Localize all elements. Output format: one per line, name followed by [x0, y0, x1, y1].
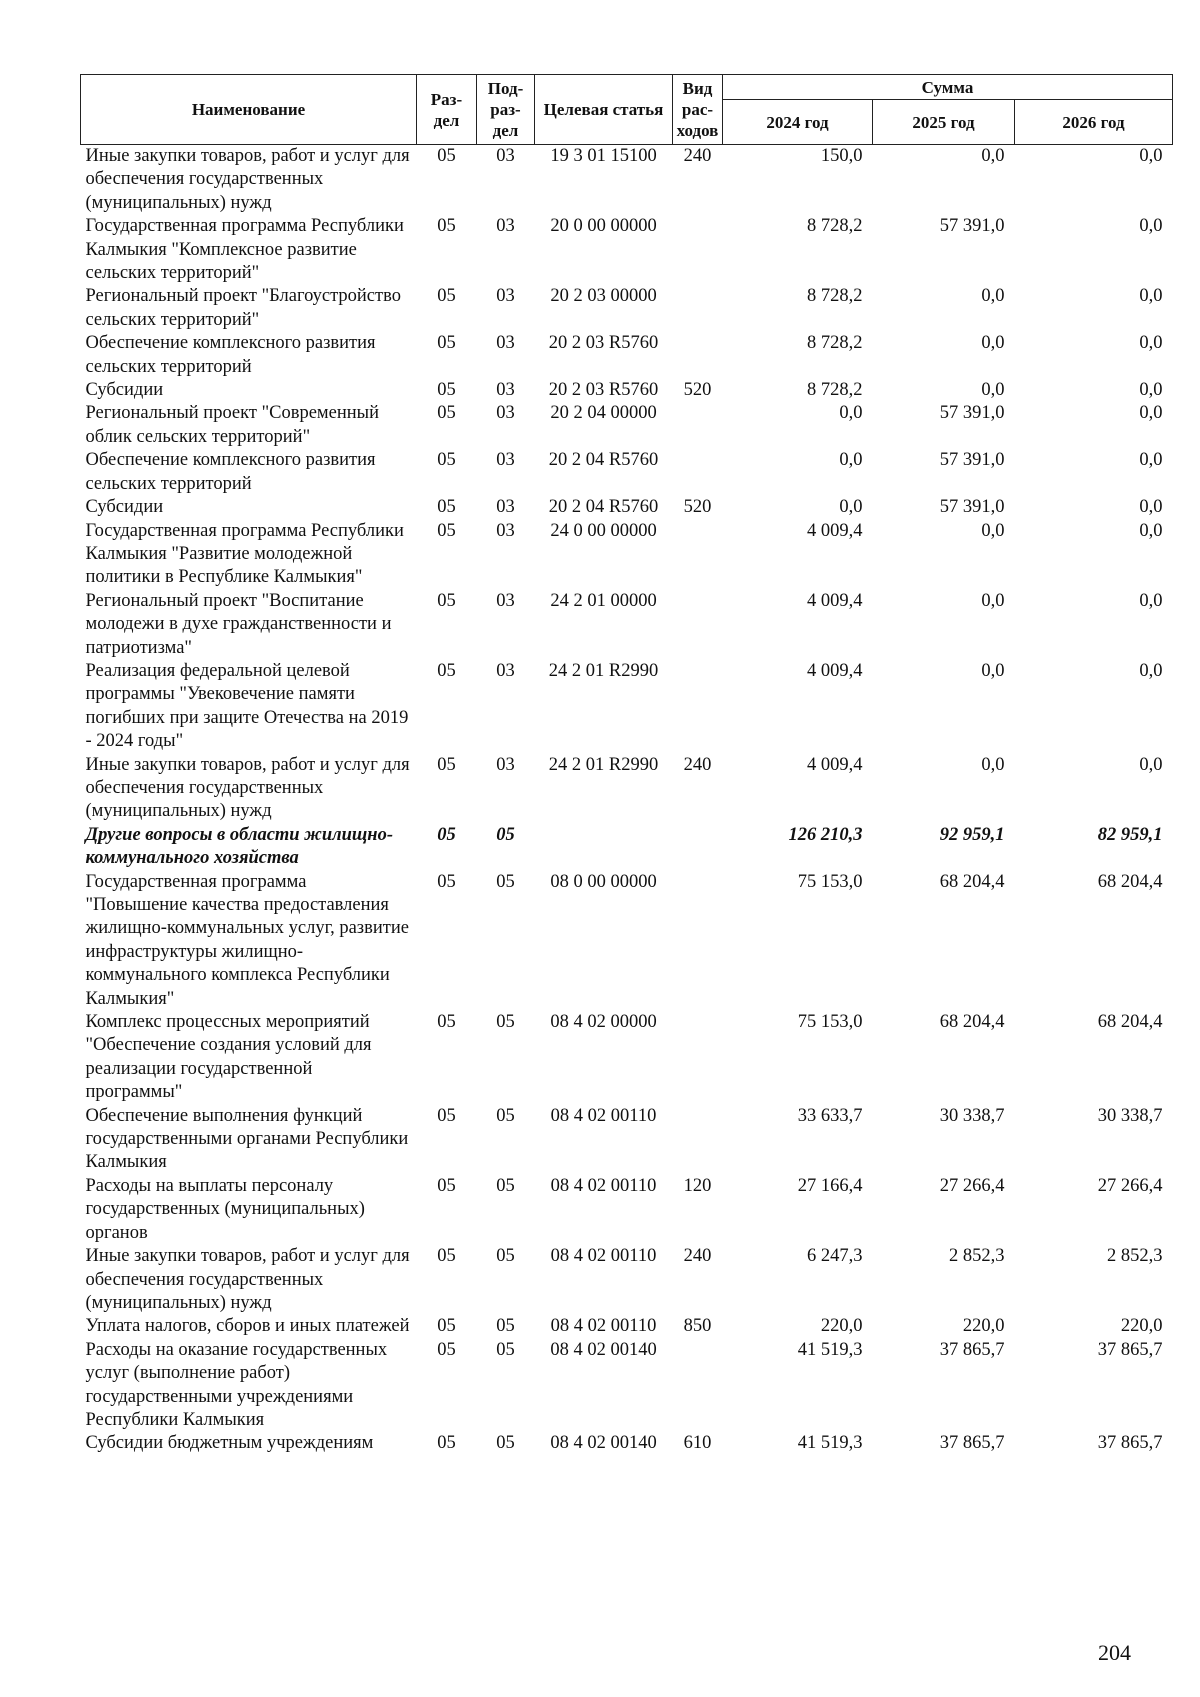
table-row	[81, 1245, 1173, 1315]
cell-razdel: 05	[437, 590, 456, 611]
cell-vid: 240	[683, 754, 712, 775]
cell-podrazdel: 05	[496, 871, 515, 892]
table-row	[81, 1315, 1173, 1338]
cell-target: 20 2 04 00000	[550, 403, 657, 424]
cell-podrazdel: 03	[496, 590, 515, 611]
cell-razdel: 05	[437, 450, 456, 471]
cell-2024: 33 633,7	[797, 1105, 863, 1126]
cell-razdel: 05	[437, 520, 456, 541]
cell-2026: 37 865,7	[1097, 1339, 1163, 1360]
cell-2026: 68 204,4	[1097, 1012, 1163, 1033]
cell-razdel: 05	[437, 403, 456, 424]
cell-razdel: 05	[437, 871, 456, 892]
cell-razdel: 05	[437, 380, 456, 401]
cell-2025: 68 204,4	[939, 1012, 1005, 1033]
cell-2024: 6 247,3	[807, 1246, 863, 1267]
cell-podrazdel: 03	[496, 403, 515, 424]
cell-vid	[673, 285, 723, 332]
cell-2026: 0,0	[1139, 660, 1163, 681]
cell-target: 20 2 03 R5760	[548, 380, 659, 401]
header-2025: 2025 год	[873, 100, 1015, 145]
table-row	[81, 215, 1173, 285]
cell-name: Региональный проект "Воспитание молодежи в духе гражданственности и патриотизма"	[85, 590, 392, 658]
cell-podrazdel: 05	[496, 1316, 515, 1337]
table-row	[81, 145, 1173, 216]
cell-name: Иные закупки товаров, работ и услуг для обеспечения государственных (муниципальных) нужд	[85, 754, 410, 822]
cell-2026: 0,0	[1139, 216, 1163, 237]
cell-2026: 220,0	[1120, 1316, 1163, 1337]
cell-razdel: 05	[437, 1339, 456, 1360]
cell-2025: 37 865,7	[939, 1339, 1005, 1360]
header-podrazdel: Под-раз-дел	[477, 75, 535, 145]
cell-2025: 220,0	[962, 1316, 1005, 1337]
cell-2026: 0,0	[1139, 146, 1163, 166]
cell-2024: 0,0	[839, 403, 863, 424]
cell-target: 08 4 02 00140	[550, 1339, 657, 1360]
cell-razdel: 05	[437, 497, 456, 518]
cell-2026: 30 338,7	[1097, 1105, 1163, 1126]
cell-name: Региональный проект "Благоустройство сельских территорий"	[85, 286, 401, 330]
cell-target: 20 0 00 00000	[550, 216, 657, 237]
cell-target	[535, 824, 673, 871]
table-row	[81, 520, 1173, 590]
cell-name: Расходы на оказание государственных услуг (выполнение работ) государственными учреждениями Республики Калмыкия	[85, 1339, 388, 1430]
cell-podrazdel: 03	[496, 754, 515, 775]
cell-podrazdel: 05	[496, 824, 515, 845]
cell-podrazdel: 03	[496, 380, 515, 401]
cell-2025: 30 338,7	[939, 1105, 1005, 1126]
cell-2025: 57 391,0	[939, 497, 1005, 518]
cell-podrazdel: 03	[496, 146, 515, 166]
cell-vid	[673, 590, 723, 660]
cell-vid	[673, 449, 723, 496]
cell-2025: 0,0	[981, 146, 1005, 166]
cell-name: Государственная программа Республики Калмыкия "Развитие молодежной политики в Республике Калмыкия"	[85, 520, 404, 588]
cell-2025: 57 391,0	[939, 450, 1005, 471]
cell-2026: 0,0	[1139, 286, 1163, 307]
cell-podrazdel: 03	[496, 216, 515, 237]
header-2026: 2026 год	[1015, 100, 1173, 145]
cell-name: Региональный проект "Современный облик сельских территорий"	[85, 403, 379, 447]
cell-name: Обеспечение комплексного развития сельских территорий	[85, 450, 376, 494]
cell-2025: 27 266,4	[939, 1175, 1005, 1196]
cell-vid	[673, 520, 723, 590]
table-row	[81, 402, 1173, 449]
cell-2024: 8 728,2	[807, 333, 863, 354]
cell-vid	[673, 1105, 723, 1175]
cell-target: 08 4 02 00140	[550, 1433, 657, 1454]
cell-2024: 8 728,2	[807, 216, 863, 237]
cell-vid	[673, 332, 723, 379]
cell-2026: 37 865,7	[1097, 1433, 1163, 1454]
cell-razdel: 05	[437, 146, 456, 166]
cell-vid	[673, 1339, 723, 1433]
cell-vid	[673, 824, 723, 871]
cell-2024: 41 519,3	[797, 1339, 863, 1360]
cell-2025: 92 959,1	[939, 824, 1005, 845]
cell-2026: 68 204,4	[1097, 871, 1163, 892]
cell-2024: 4 009,4	[807, 660, 863, 681]
cell-target: 20 2 04 R5760	[548, 450, 659, 471]
cell-2026: 0,0	[1139, 450, 1163, 471]
cell-razdel: 05	[437, 1105, 456, 1126]
cell-2025: 0,0	[981, 520, 1005, 541]
cell-vid: 520	[683, 497, 712, 518]
cell-podrazdel: 03	[496, 333, 515, 354]
table-row	[81, 590, 1173, 660]
cell-podrazdel: 05	[496, 1175, 515, 1196]
cell-target: 08 4 02 00110	[550, 1105, 657, 1126]
cell-target: 20 2 04 R5760	[548, 497, 659, 518]
cell-vid: 610	[683, 1433, 712, 1454]
cell-razdel: 05	[437, 1316, 456, 1337]
cell-target: 20 2 03 R5760	[548, 333, 659, 354]
cell-2024: 27 166,4	[797, 1175, 863, 1196]
cell-target: 08 4 02 00110	[550, 1246, 657, 1267]
cell-name: Обеспечение комплексного развития сельских территорий	[85, 333, 376, 377]
cell-name: Государственная программа Республики Калмыкия "Комплексное развитие сельских территорий"	[85, 216, 404, 284]
cell-name: Субсидии	[85, 380, 164, 401]
cell-2024: 4 009,4	[807, 520, 863, 541]
cell-podrazdel: 05	[496, 1012, 515, 1033]
cell-razdel: 05	[437, 754, 456, 775]
cell-2026: 0,0	[1139, 380, 1163, 401]
table-row	[81, 285, 1173, 332]
cell-2025: 0,0	[981, 590, 1005, 611]
cell-razdel: 05	[437, 824, 456, 845]
table-row	[81, 660, 1173, 754]
cell-2024: 0,0	[839, 450, 863, 471]
cell-name: Субсидии бюджетным учреждениям	[85, 1433, 374, 1454]
cell-2024: 126 210,3	[788, 824, 863, 845]
table-row	[81, 1175, 1173, 1245]
cell-2025: 68 204,4	[939, 871, 1005, 892]
cell-name: Субсидии	[85, 497, 164, 518]
cell-2024: 8 728,2	[807, 380, 863, 401]
cell-name: Государственная программа "Повышение качества предоставления жилищно-коммунальных услуг, развитие инфраструктуры жилищно-коммунального комплекса Республики Калмыкия"	[85, 871, 409, 1009]
cell-2025: 57 391,0	[939, 403, 1005, 424]
cell-target: 08 4 02 00110	[550, 1175, 657, 1196]
cell-razdel: 05	[437, 1433, 456, 1454]
table-header	[81, 75, 1173, 145]
cell-2026: 0,0	[1139, 590, 1163, 611]
cell-2024: 41 519,3	[797, 1433, 863, 1454]
cell-2024: 220,0	[820, 1316, 863, 1337]
cell-target: 24 0 00 00000	[550, 520, 657, 541]
cell-2026: 27 266,4	[1097, 1175, 1163, 1196]
cell-podrazdel: 03	[496, 660, 515, 681]
cell-target: 08 4 02 00000	[550, 1012, 657, 1033]
cell-podrazdel: 05	[496, 1339, 515, 1360]
table-row	[81, 1105, 1173, 1175]
cell-name: Обеспечение выполнения функций государственными органами Республики Калмыкия	[85, 1105, 409, 1173]
table-row	[81, 332, 1173, 379]
cell-name: Реализация федеральной целевой программы "Увековечение памяти погибших при защите Отечества на 2019 - 2024 годы"	[85, 660, 409, 752]
cell-vid: 120	[683, 1175, 712, 1196]
header-sum: Сумма	[723, 75, 1173, 100]
header-razdel: Раз-дел	[417, 75, 477, 145]
header-name: Наименование	[81, 75, 417, 145]
cell-name: Расходы на выплаты персоналу государственных (муниципальных) органов	[85, 1175, 365, 1243]
cell-target: 19 3 01 15100	[550, 146, 657, 166]
cell-2026: 0,0	[1139, 520, 1163, 541]
cell-razdel: 05	[437, 333, 456, 354]
cell-2025: 0,0	[981, 286, 1005, 307]
table-row	[81, 754, 1173, 824]
header-target: Целевая статья	[535, 75, 673, 145]
cell-2024: 75 153,0	[797, 1012, 863, 1033]
cell-2024: 0,0	[839, 497, 863, 518]
cell-2024: 150,0	[820, 146, 863, 166]
cell-name: Иные закупки товаров, работ и услуг для обеспечения государственных (муниципальных) нужд	[85, 146, 410, 213]
table-row	[81, 1011, 1173, 1105]
cell-podrazdel: 03	[496, 450, 515, 471]
cell-razdel: 05	[437, 286, 456, 307]
cell-vid	[673, 660, 723, 754]
cell-podrazdel: 03	[496, 497, 515, 518]
table-row	[81, 379, 1173, 402]
cell-vid: 240	[683, 146, 712, 166]
cell-2024: 8 728,2	[807, 286, 863, 307]
cell-target: 24 2 01 00000	[550, 590, 657, 611]
table-row	[81, 1339, 1173, 1433]
cell-2025: 37 865,7	[939, 1433, 1005, 1454]
cell-2025: 2 852,3	[949, 1246, 1005, 1267]
cell-target: 08 4 02 00110	[550, 1316, 657, 1337]
cell-2026: 0,0	[1139, 754, 1163, 775]
cell-2025: 57 391,0	[939, 216, 1005, 237]
cell-2024: 75 153,0	[797, 871, 863, 892]
table-row	[81, 496, 1173, 519]
cell-target: 08 0 00 00000	[550, 871, 657, 892]
table-body	[81, 145, 1173, 1456]
cell-vid	[673, 871, 723, 1011]
cell-2026: 82 959,1	[1097, 824, 1163, 845]
cell-podrazdel: 05	[496, 1433, 515, 1454]
cell-name: Комплекс процессных мероприятий "Обеспечение создания условий для реализации государственной программы"	[85, 1012, 372, 1103]
cell-podrazdel: 05	[496, 1105, 515, 1126]
page-number: 204	[1098, 1640, 1131, 1665]
cell-razdel: 05	[437, 1246, 456, 1267]
cell-name: Уплата налогов, сборов и иных платежей	[85, 1316, 410, 1337]
header-vid: Вид рас-ходов	[673, 75, 723, 145]
cell-2025: 0,0	[981, 754, 1005, 775]
cell-target: 24 2 01 R2990	[548, 754, 659, 775]
cell-2025: 0,0	[981, 660, 1005, 681]
cell-vid	[673, 1011, 723, 1105]
table-row	[81, 1432, 1173, 1455]
cell-vid: 850	[683, 1316, 712, 1337]
cell-razdel: 05	[437, 1012, 456, 1033]
cell-2026: 0,0	[1139, 497, 1163, 518]
cell-vid: 240	[683, 1246, 712, 1267]
cell-2026: 0,0	[1139, 333, 1163, 354]
table-row	[81, 871, 1173, 1011]
budget-table	[80, 74, 1173, 1456]
cell-vid	[673, 215, 723, 285]
table-row	[81, 824, 1173, 871]
cell-razdel: 05	[437, 660, 456, 681]
cell-vid	[673, 402, 723, 449]
cell-podrazdel: 05	[496, 1246, 515, 1267]
cell-2026: 0,0	[1139, 403, 1163, 424]
cell-target: 24 2 01 R2990	[548, 660, 659, 681]
table-row	[81, 449, 1173, 496]
cell-2025: 0,0	[981, 380, 1005, 401]
cell-podrazdel: 03	[496, 520, 515, 541]
cell-razdel: 05	[437, 1175, 456, 1196]
cell-podrazdel: 03	[496, 286, 515, 307]
cell-2026: 2 852,3	[1107, 1246, 1163, 1267]
cell-name: Иные закупки товаров, работ и услуг для обеспечения государственных (муниципальных) нужд	[85, 1246, 410, 1313]
cell-2025: 0,0	[981, 333, 1005, 354]
header-2024: 2024 год	[723, 100, 873, 145]
cell-razdel: 05	[437, 216, 456, 237]
cell-name: Другие вопросы в области жилищно-коммунального хозяйства	[85, 824, 393, 869]
cell-target: 20 2 03 00000	[550, 286, 657, 307]
cell-2024: 4 009,4	[807, 590, 863, 611]
cell-vid: 520	[683, 380, 712, 401]
cell-2024: 4 009,4	[807, 754, 863, 775]
